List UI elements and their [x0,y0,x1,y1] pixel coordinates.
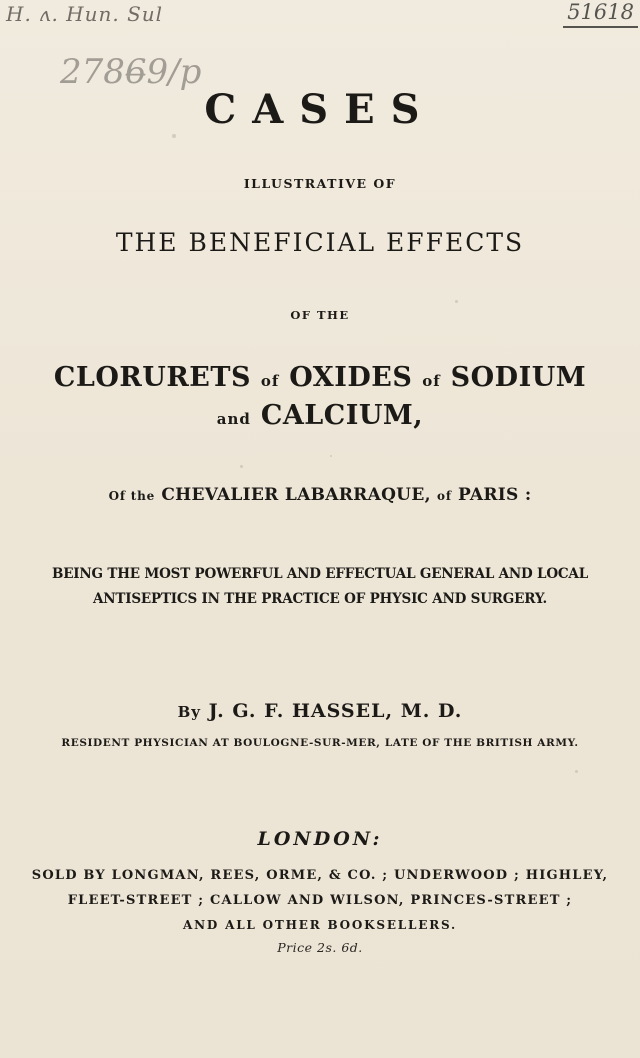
chevalier-name: CHEVALIER LABARRAQUE, [161,485,431,505]
author-title: RESIDENT PHYSICIAN AT BOULOGNE-SUR-MER, LATE OF THE BRITISH ARMY. [61,737,579,749]
subtitle-illustrative: ILLUSTRATIVE OF [243,176,397,191]
sodium-word: SODIUM [450,362,587,393]
clorurets-word: CLORURETS [53,362,251,393]
paper-speck [172,134,176,138]
of-connector-3: of [437,489,452,503]
of-connector-2: of [422,372,441,390]
handwritten-shelfmark: 2786̶9/p [60,52,202,92]
of-connector-1: of [260,372,280,390]
chevalier-line [0,485,640,505]
place-paris: PARIS : [458,485,532,505]
description-line-2: ANTISEPTICS IN THE PRACTICE OF PHYSIC AND SURGERY. [92,591,548,607]
price: Price 2s. 6d. [277,940,363,955]
title-clorurets-line [0,362,640,393]
paper-speck [575,770,578,773]
subtitle-beneficial-effects: THE BENEFICIAL EFFECTS [115,228,525,257]
and-connector: and [216,410,251,428]
imprint-line-1: SOLD BY LONGMAN, REES, ORME, & CO. ; UNDERWOOD ; HIGHLEY, [31,868,609,883]
imprint-line-2: FLEET-STREET ; CALLOW AND WILSON, PRINCES-STREET ; [67,893,573,908]
author-name: J. G. F. HASSEL, M. D. [208,700,463,722]
author-line [0,700,640,722]
of-the-connector: Of the [108,489,156,503]
handwritten-annotation-top-left: H. ʌ. Hun. Sul [6,2,164,26]
title-cases: CASES [204,86,436,133]
by-connector: By [177,703,201,721]
oxides-word: OXIDES [289,362,413,393]
paper-speck [240,465,243,468]
calcium-word: CALCIUM, [260,400,424,431]
imprint-city: LONDON: [257,828,383,850]
subtitle-of-the: OF THE [290,308,350,322]
description-line-1: BEING THE MOST POWERFUL AND EFFECTUAL GENERAL AND LOCAL [51,566,588,582]
paper-speck [455,300,458,303]
title-calcium-line [0,400,640,431]
imprint-line-3: AND ALL OTHER BOOKSELLERS. [183,918,457,932]
paper-speck [330,455,332,457]
handwritten-annotation-top-right: 51618 [563,0,638,28]
